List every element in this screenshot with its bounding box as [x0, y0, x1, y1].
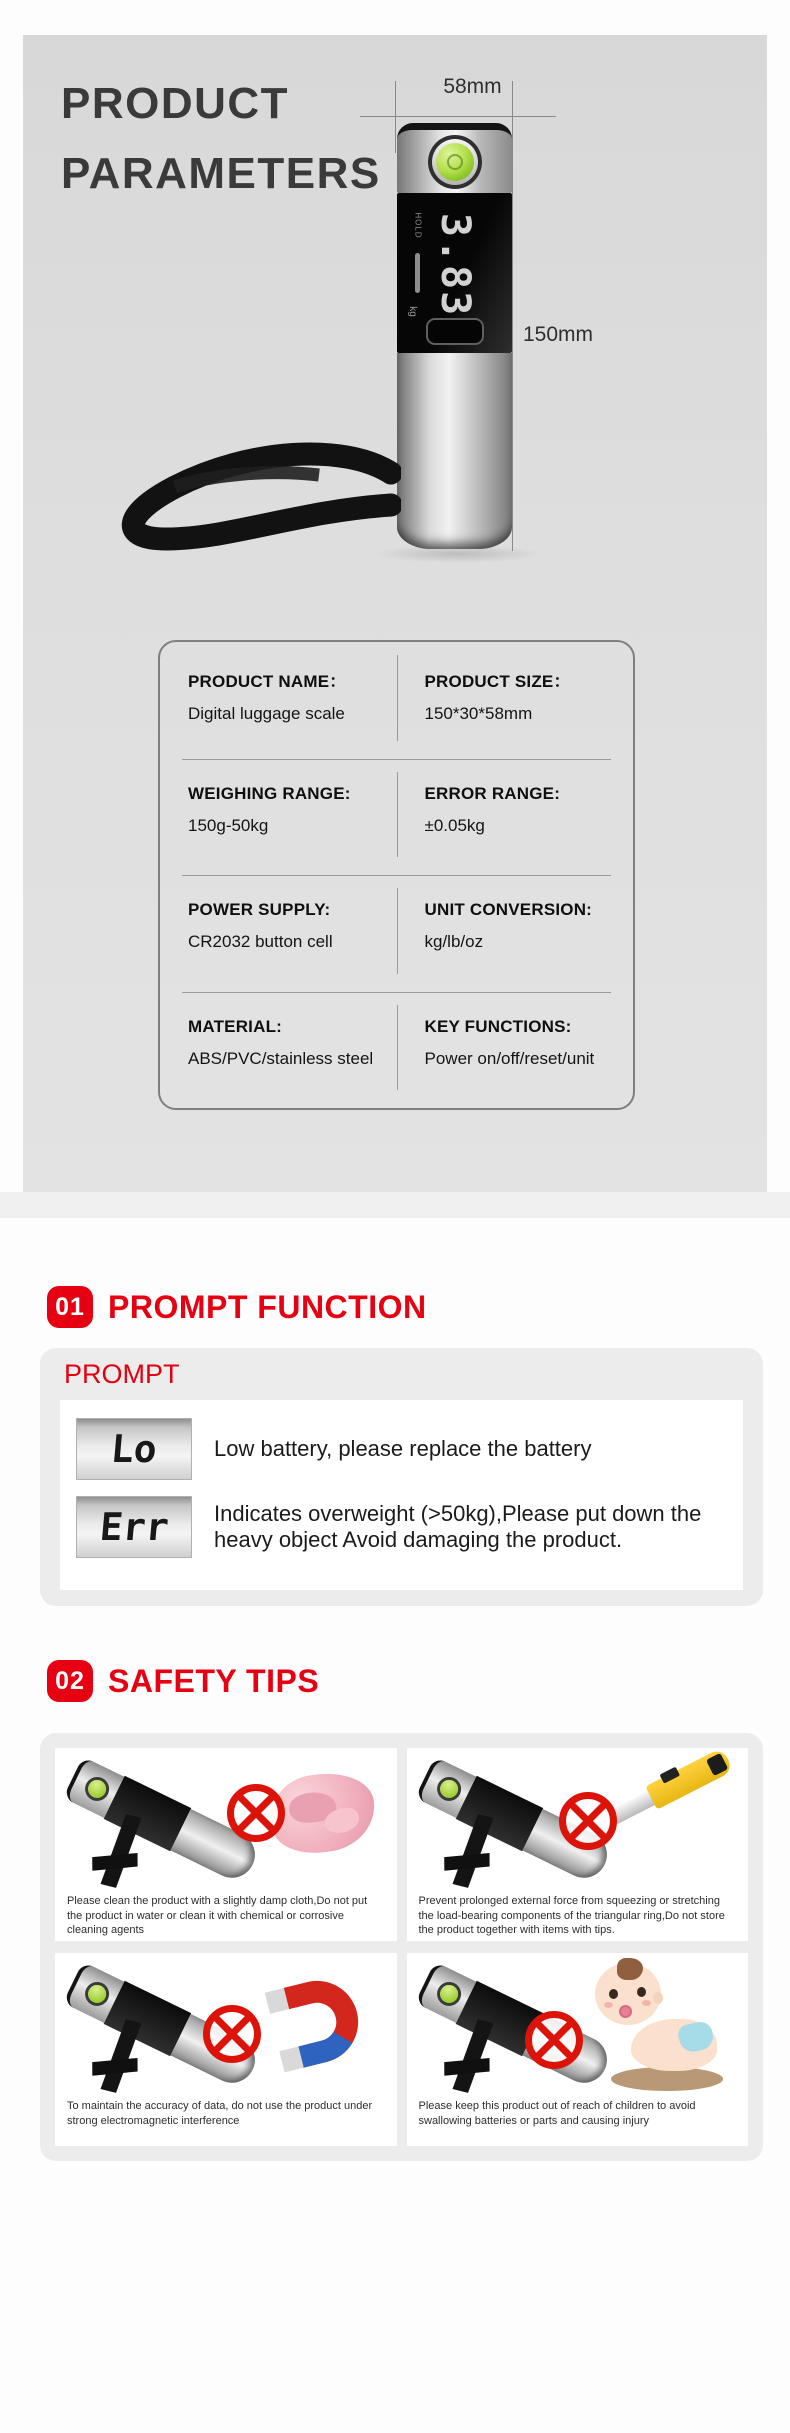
- section-01-header: [47, 1286, 427, 1328]
- bubble-level-icon: [428, 135, 482, 189]
- spec-table: [158, 640, 635, 1110]
- safety-card-sharp-items-art: [407, 1748, 749, 1894]
- column-divider: [397, 888, 398, 974]
- dimension-left-tick: [395, 81, 396, 153]
- spec-cell-key-functions: KEY FUNCTIONS: Power on/off/reset/unit: [424, 1016, 595, 1068]
- spec-cell-product-size: PRODUCT SIZE： 150*30*58mm: [424, 672, 571, 723]
- lcd-err-display: Err: [76, 1496, 192, 1558]
- safety-card-cleaning: [55, 1748, 397, 1941]
- column-divider: [397, 655, 398, 741]
- hold-indicator: HOLD: [413, 212, 423, 239]
- dimension-height-line: [512, 81, 513, 551]
- prompt-box-label: PROMPT: [64, 1359, 180, 1389]
- strap: [89, 435, 401, 567]
- spec-cell-power-supply: POWER SUPPLY: CR2032 button cell: [188, 900, 333, 951]
- spec-cell-product-name: PRODUCT NAME： Digital luggage scale: [188, 672, 347, 723]
- no-entry-icon: [559, 1792, 617, 1850]
- safety-caption: Prevent prolonged external force from squeezing or stretching the load-bearing components of the triangular ring,Do not store the product together with items with tips.: [418, 1895, 725, 1937]
- safety-card-sharp-items: [407, 1748, 749, 1941]
- panel-bottom-band: [0, 1192, 790, 1218]
- lcd-lo-display: Lo: [76, 1418, 192, 1480]
- luggage-scale-photo: [397, 123, 512, 549]
- product-parameters-panel: [23, 35, 767, 1192]
- table-row: [160, 875, 633, 992]
- safety-card-cleaning-art: [55, 1748, 397, 1894]
- prompt-row-overweight: [76, 1496, 743, 1558]
- safety-caption: Please keep this product out of reach of children to avoid swallowing batteries or parts and causing injury: [418, 2100, 696, 2127]
- magnet-icon: [250, 1960, 376, 2086]
- prompt-box: [40, 1348, 763, 1606]
- prompt-text-overweight: Indicates overweight (>50kg),Please put down the heavy object Avoid damaging the product.: [214, 1501, 702, 1552]
- utility-knife-icon: [604, 1748, 733, 1831]
- spec-cell-material: MATERIAL: ABS/PVC/stainless steel: [188, 1016, 374, 1068]
- table-row: [160, 759, 633, 876]
- bubble-level-icon: [437, 1777, 461, 1801]
- prompt-row-low-battery: [76, 1418, 743, 1480]
- safety-tips-grid: [40, 1733, 763, 2161]
- spec-cell-unit-conversion: UNIT CONVERSION: kg/lb/oz: [424, 900, 593, 951]
- prompt-inner-panel: [60, 1400, 743, 1590]
- spec-cell-error-range: ERROR RANGE: ±0.05kg: [424, 783, 561, 835]
- spec-cell-weighing-range: WEIGHING RANGE: 150g-50kg: [188, 783, 351, 835]
- no-entry-icon: [203, 2005, 261, 2063]
- strap: [101, 1814, 142, 1888]
- dimension-width-label: 58mm: [443, 75, 502, 98]
- safety-caption: To maintain the accuracy of data, do not use the product under strong electromagnetic interference: [67, 2100, 373, 2127]
- safety-card-magnetic: [55, 1953, 397, 2146]
- dimension-height-label: 150mm: [523, 323, 594, 346]
- scale-lcd-readout: 3.83: [432, 212, 478, 318]
- scale-body: [397, 353, 512, 549]
- table-row: [160, 642, 633, 759]
- safety-card-magnetic-art: [55, 1953, 397, 2099]
- page-title-line1: PRODUCT: [61, 79, 290, 128]
- bubble-level-icon: [437, 1982, 461, 2006]
- safety-card-children-art: [407, 1953, 749, 2099]
- page-title: [61, 69, 381, 208]
- prompt-text-low-battery: Low battery, please replace the battery: [214, 1436, 592, 1462]
- no-entry-icon: [227, 1784, 285, 1842]
- safety-caption: Please clean the product with a slightly damp cloth,Do not put the product in water or clean it with chemical or corrosive cleaning agents: [67, 1895, 368, 1937]
- no-entry-icon: [525, 2011, 583, 2069]
- unit-indicator: kg: [406, 306, 418, 317]
- section-01-badge: 01: [47, 1286, 93, 1328]
- section-02-header: [47, 1660, 319, 1702]
- safety-card-children: [407, 1953, 749, 2146]
- section-02-title: SAFETY TIPS: [108, 1662, 320, 1699]
- section-02-badge: 02: [47, 1660, 93, 1702]
- bubble-level-icon: [85, 1982, 109, 2006]
- bubble-level-icon: [85, 1777, 109, 1801]
- scale-top-cap: [397, 123, 512, 193]
- baby-icon: [583, 1961, 733, 2093]
- table-row: [160, 992, 633, 1109]
- page-title-line2: PARAMETERS: [61, 148, 381, 198]
- scale-display-panel: [397, 193, 512, 353]
- column-divider: [397, 772, 398, 858]
- scale-power-button: [426, 318, 484, 345]
- dimension-width-line: [360, 116, 556, 117]
- section-01-title: PROMPT FUNCTION: [108, 1288, 427, 1325]
- column-divider: [397, 1005, 398, 1091]
- strap: [101, 2019, 142, 2093]
